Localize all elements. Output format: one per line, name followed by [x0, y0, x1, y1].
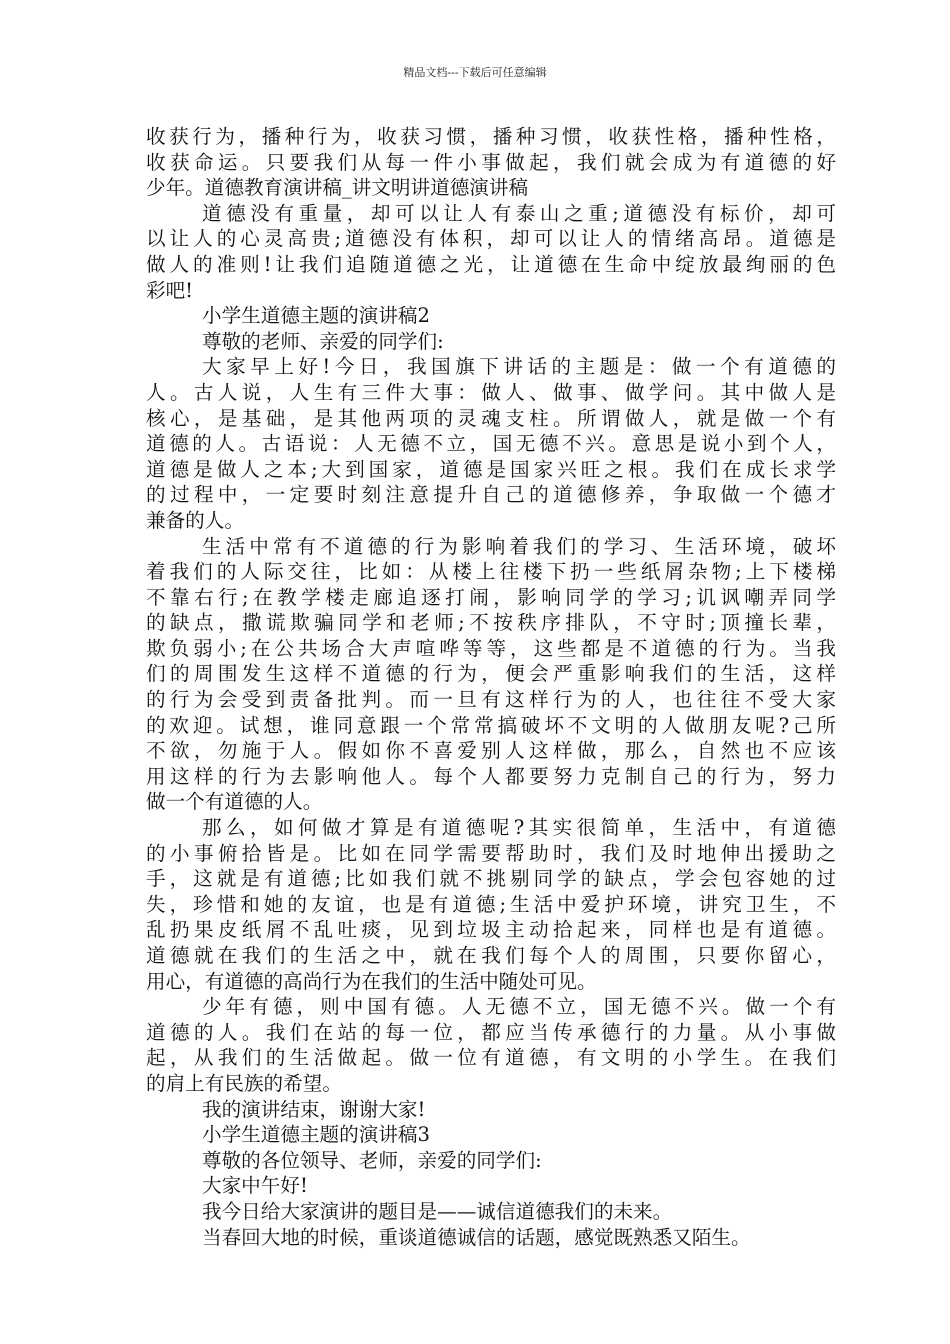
text-line: 不靠右行;在教学楼走廊追逐打闹，影响同学的学习;讥讽嘲弄同学	[146, 585, 836, 609]
document-body	[146, 124, 836, 1250]
text-line: 做人的准则!让我们追随道德之光，让道德在生命中绽放最绚丽的色	[146, 252, 836, 276]
text-line: 失，珍惜和她的友谊，也是有道德;生活中爱护环境，讲究卫生，不	[146, 892, 836, 916]
text-line: 小学生道德主题的演讲稿3	[202, 1123, 430, 1147]
text-line: 尊敬的老师、亲爱的同学们:	[202, 329, 444, 353]
page-header: 精品文档---下载后可任意编辑	[403, 66, 547, 79]
text-line: 的行为会受到责备批判。而一旦有这样行为的人，也往往不受大家	[146, 688, 836, 712]
text-line: 手，这就是有道德;比如我们就不挑剔同学的缺点，学会包容她的过	[146, 867, 836, 891]
text-line: 尊敬的各位领导、老师，亲爱的同学们:	[202, 1148, 542, 1172]
text-line: 道德没有重量，却可以让人有泰山之重;道德没有标价，却可	[202, 201, 836, 225]
text-line: 的肩上有民族的希望。	[146, 1071, 342, 1095]
text-line: 大家早上好!今日，我国旗下讲话的主题是：做一个有道德的	[202, 355, 836, 379]
text-line: 的欢迎。试想，谁同意跟一个常常搞破坏不文明的人做朋友呢?己所	[146, 713, 836, 737]
text-line: 兼备的人。	[146, 508, 244, 532]
text-line: 道德的人。古语说：人无德不立，国无德不兴。意思是说小到个人，	[146, 432, 836, 456]
text-line: 生活中常有不道德的行为影响着我们的学习、生活环境，破坏	[202, 534, 836, 558]
text-line: 们的周围发生这样不道德的行为，便会严重影响我们的生活，这样	[146, 662, 836, 686]
text-line: 大家中午好!	[202, 1174, 308, 1198]
text-line: 那么，如何做才算是有道德呢?其实很简单，生活中，有道德	[202, 816, 836, 840]
text-line: 小学生道德主题的演讲稿2	[202, 304, 430, 328]
text-line: 的过程中，一定要时刻注意提升自己的道德修养，争取做一个德才	[146, 483, 836, 507]
text-line: 道德就在我们的生活之中，就在我们每个人的周围，只要你留心，	[146, 944, 836, 967]
text-line: 当春回大地的时候，重谈道德诚信的话题，感觉既熟悉又陌生。	[202, 1225, 751, 1249]
text-line: 道德是做人之本;大到国家，道德是国家兴旺之根。我们在成长求学	[146, 457, 836, 481]
text-line: 收获行为，播种行为，收获习惯，播种习惯，收获性格，播种性格，	[146, 125, 836, 148]
text-line: 着我们的人际交往，比如：从楼上往楼下扔一些纸屑杂物;上下楼梯	[146, 560, 836, 584]
text-line: 的缺点，撒谎欺骗同学和老师;不按秩序排队，不守时;顶撞长辈，	[146, 611, 836, 635]
text-line: 彩吧!	[146, 278, 194, 302]
text-line: 我今日给大家演讲的题目是——诚信道德我们的未来。	[202, 1199, 673, 1223]
text-line: 我的演讲结束，谢谢大家!	[202, 1097, 426, 1121]
text-line: 以让人的心灵高贵;道德没有体积，却可以让人的情绪高昂。道德是	[146, 227, 836, 251]
text-line: 少年有德，则中国有德。人无德不立，国无德不兴。做一个有	[202, 995, 836, 1019]
text-line: 不欲，勿施于人。假如你不喜爱别人这样做，那么，自然也不应该	[146, 739, 836, 763]
text-line: 乱扔果皮纸屑不乱吐痰，见到垃圾主动拾起来，同样也是有道德。	[146, 918, 836, 942]
text-line: 用这样的行为去影响他人。每个人都要努力克制自己的行为，努力	[146, 764, 836, 788]
text-line: 用心，有道德的高尚行为在我们的生活中随处可见。	[146, 969, 597, 993]
text-line: 收获命运。只要我们从每一件小事做起，我们就会成为有道德的好	[146, 150, 836, 174]
text-line: 起，从我们的生活做起。做一位有道德，有文明的小学生。在我们	[146, 1046, 836, 1070]
text-line: 的小事俯拾皆是。比如在同学需要帮助时，我们及时地伸出援助之	[146, 841, 836, 865]
text-line: 做一个有道德的人。	[146, 790, 323, 814]
text-line: 人。古人说，人生有三件大事：做人、做事、做学问。其中做人是	[146, 380, 836, 404]
text-line: 道德的人。我们在站的每一位，都应当传承德行的力量。从小事做	[146, 1020, 836, 1044]
text-line: 少年。道德教育演讲稿_讲文明讲道德演讲稿	[146, 176, 529, 200]
text-line: 核心，是基础，是其他两项的灵魂支柱。所谓做人，就是做一个有	[146, 406, 836, 430]
text-line: 欺负弱小;在公共场合大声喧哗等等，这些都是不道德的行为。当我	[146, 636, 836, 660]
